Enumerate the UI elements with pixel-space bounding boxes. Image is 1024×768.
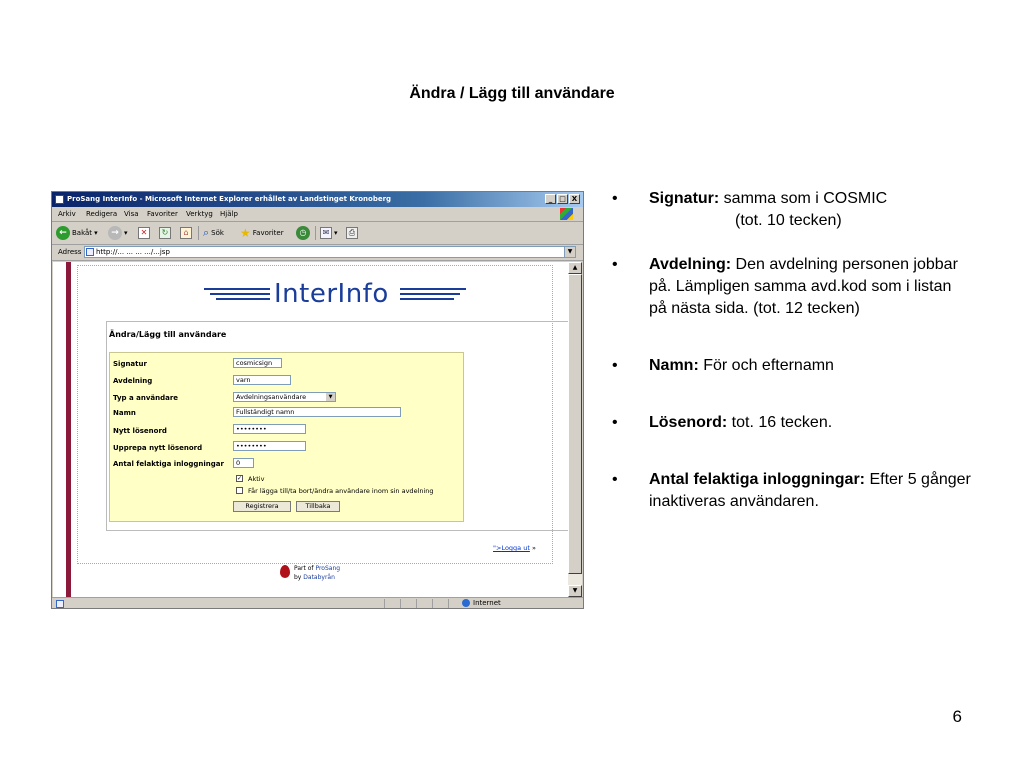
antal-input[interactable]: 0 [233, 458, 254, 468]
losenord-input[interactable]: •••••••• [233, 424, 306, 434]
logo-line [400, 288, 466, 290]
bullet-dot: • [612, 256, 618, 273]
signatur-input[interactable]: cosmicsign [233, 358, 282, 368]
stop-icon: ✕ [138, 227, 150, 239]
rights-label: Får lägga till/ta bort/ändra användare inom sin avdelning [248, 487, 434, 495]
bullet-list [612, 188, 972, 535]
brand-by: by [294, 574, 304, 581]
bullet-namn [612, 355, 972, 377]
maximize-button[interactable]: □ [557, 194, 568, 204]
user-form-panel [106, 321, 568, 531]
status-bar [52, 597, 583, 609]
favorites-label: Favoriter [252, 229, 284, 237]
print-button[interactable] [346, 225, 358, 241]
brand-databyran: Databyrån [303, 574, 335, 581]
logo-line [216, 298, 270, 300]
chevron-down-icon[interactable]: ▼ [564, 247, 575, 257]
status-zone [462, 599, 501, 607]
bullet-antal [612, 469, 972, 513]
menu-verktyg[interactable]: Verktyg [186, 210, 213, 218]
chevron-down-icon[interactable]: ▼ [326, 393, 335, 401]
logo-line [204, 288, 270, 290]
status-cell [384, 599, 385, 609]
status-cell [448, 599, 449, 609]
bullet-text: Den avdelning personen jobbar på. Lämpligen samma avd.kod som i listan på nästa sida. (tot. 12 tecken) [649, 256, 958, 317]
forward-button[interactable] [108, 225, 128, 241]
address-url: http://... ... ... .../...jsp [96, 248, 170, 256]
antal-label: Antal felaktiga inloggningar [113, 460, 224, 468]
vertical-scrollbar[interactable] [568, 262, 582, 597]
back-arrow-icon: ← [56, 226, 70, 240]
typ-value: Avdelningsanvändare [236, 393, 307, 401]
avdelning-input[interactable]: varn [233, 375, 291, 385]
mail-icon: ✉ [320, 227, 332, 239]
chevron-down-icon: ▾ [124, 229, 128, 237]
logout-link[interactable] [493, 544, 530, 552]
print-icon: ⎙ [346, 227, 358, 239]
bullet-dot: • [612, 414, 618, 431]
mail-button[interactable] [320, 225, 338, 241]
page-viewport [53, 262, 568, 597]
search-button[interactable] [203, 225, 224, 241]
bullet-continuation: (tot. 10 tecken) [735, 212, 842, 229]
scroll-thumb[interactable] [568, 274, 582, 574]
namn-label: Namn [113, 409, 136, 417]
page-icon [86, 248, 94, 256]
upprepa-input[interactable]: •••••••• [233, 441, 306, 451]
logout-text: Logga ut [501, 544, 530, 552]
status-cell [400, 599, 401, 609]
zone-label: Internet [473, 599, 501, 607]
window-title: ProSang InterInfo - Microsoft Internet Explorer erhållet av Landstinget Kronoberg [67, 195, 392, 203]
namn-input[interactable]: Fullständigt namn [233, 407, 401, 417]
aktiv-label: Aktiv [248, 475, 265, 483]
aktiv-checkbox[interactable]: ✓ [237, 475, 243, 482]
history-button[interactable] [296, 225, 310, 241]
brand-part-of: Part of [294, 565, 316, 572]
logout-arrow-icon: » [531, 544, 536, 552]
logo-line [210, 293, 270, 295]
bullet-dot: • [612, 190, 618, 207]
user-form [109, 352, 464, 522]
history-icon: ◷ [296, 226, 310, 240]
bullet-text: Efter 5 gånger inaktiveras användaren. [649, 471, 971, 510]
avdelning-label: Avdelning [113, 377, 153, 385]
typ-label: Typ a användare [113, 394, 179, 402]
brand-line-1 [294, 565, 340, 572]
status-cell [432, 599, 433, 609]
page-frame [77, 265, 553, 564]
bullet-term: Signatur: [649, 190, 720, 207]
search-icon: ⌕ [203, 226, 210, 239]
toolbar-separator [198, 226, 199, 240]
ie-page-icon [55, 195, 64, 204]
bullet-term: Avdelning: [649, 256, 732, 273]
status-cell [416, 599, 417, 609]
chevron-down-icon: ▾ [94, 229, 98, 237]
page-number: 6 [952, 707, 962, 726]
globe-icon [462, 599, 470, 607]
logo-text: InterInfo [274, 279, 389, 309]
logo-line [400, 293, 460, 295]
menu-hjalp[interactable]: Hjälp [220, 210, 238, 218]
favorites-button[interactable] [240, 225, 284, 241]
forward-arrow-icon: → [108, 226, 122, 240]
bullet-avdelning [612, 254, 972, 320]
toolbar-separator [315, 226, 316, 240]
back-form-button[interactable]: Tillbaka [296, 501, 340, 512]
home-icon: ⌂ [180, 227, 192, 239]
page-side-bar [66, 262, 71, 597]
title-bar [52, 192, 583, 207]
minimize-button[interactable]: _ [545, 194, 556, 204]
back-label: Bakåt [72, 229, 93, 237]
star-icon: ★ [240, 226, 251, 240]
bullet-term: Namn: [649, 357, 699, 374]
bullet-losenord [612, 412, 972, 434]
refresh-button[interactable] [159, 225, 171, 241]
menu-redigera[interactable]: Redigera [86, 210, 118, 218]
losenord-label: Nytt lösenord [113, 427, 167, 435]
status-page-icon [56, 600, 64, 608]
address-input[interactable] [84, 246, 576, 258]
search-label: Sök [211, 229, 224, 237]
interinfo-logo [204, 278, 471, 310]
logout-area [493, 544, 536, 552]
bullet-term: Lösenord: [649, 414, 728, 431]
register-button[interactable]: Registrera [233, 501, 291, 512]
menu-arkiv[interactable]: Arkiv [58, 210, 76, 218]
address-label: Adress [58, 248, 82, 256]
browser-window [51, 191, 584, 609]
bullet-signatur [612, 188, 972, 232]
form-title: Ändra/Lägg till användare [109, 330, 227, 339]
slide-title: Ändra / Lägg till användare [409, 85, 615, 102]
windows-logo-icon [560, 208, 573, 220]
blood-drop-icon [280, 565, 290, 578]
toolbar [52, 222, 583, 245]
scroll-up-icon[interactable]: ▲ [568, 262, 582, 274]
typ-select[interactable] [233, 392, 336, 402]
home-button[interactable] [180, 225, 192, 241]
bullet-dot: • [612, 357, 618, 374]
refresh-icon: ↻ [159, 227, 171, 239]
stop-button[interactable] [138, 225, 150, 241]
chevron-down-icon: ▾ [334, 229, 338, 237]
bullet-term: Antal felaktiga inloggningar: [649, 471, 866, 488]
close-button[interactable]: X [569, 194, 580, 204]
bullet-text: tot. 16 tecken. [727, 414, 833, 431]
bullet-dot: • [612, 471, 618, 488]
bullet-text: För och efternamn [698, 357, 834, 374]
signatur-label: Signatur [113, 360, 147, 368]
logout-prefix: "> [493, 544, 502, 552]
menu-favoriter[interactable]: Favoriter [147, 210, 178, 218]
address-bar [52, 245, 583, 261]
upprepa-label: Upprepa nytt lösenord [113, 444, 203, 452]
scroll-down-icon[interactable]: ▼ [568, 585, 582, 597]
brand-line-2 [294, 574, 335, 581]
rights-checkbox[interactable] [236, 487, 243, 494]
bullet-text: samma som i COSMIC [719, 190, 888, 207]
back-button[interactable] [56, 225, 98, 241]
menu-visa[interactable]: Visa [124, 210, 139, 218]
logo-line [400, 298, 454, 300]
brand-prosang: ProSang [315, 565, 341, 572]
menu-bar [52, 207, 583, 222]
